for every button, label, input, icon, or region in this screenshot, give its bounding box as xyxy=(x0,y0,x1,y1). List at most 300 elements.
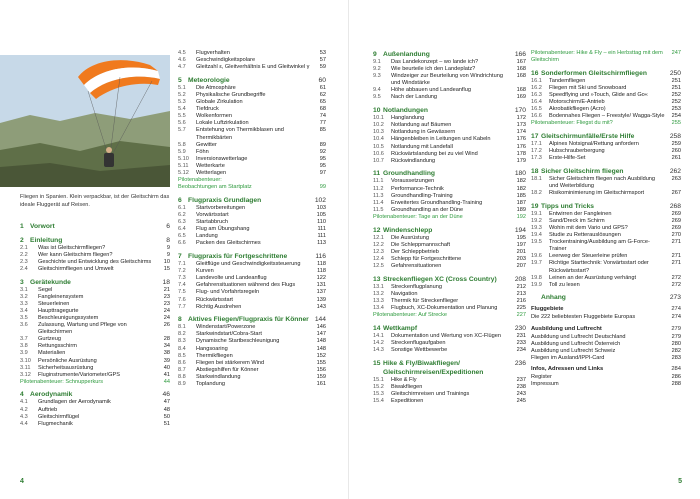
toc-title: Flug- und Vorfahrtsregeln xyxy=(196,289,260,296)
toc-page-number: 92 xyxy=(319,148,326,155)
toc-page-number: 152 xyxy=(316,352,326,359)
toc-entry xyxy=(373,115,526,122)
toc-entry xyxy=(531,148,681,155)
toc-number: 10.4 xyxy=(373,136,384,143)
toc-entry xyxy=(20,245,170,252)
toc-page-number: 97 xyxy=(319,170,326,176)
toc-number: 19.8 xyxy=(531,274,542,281)
toc-entry xyxy=(531,239,681,253)
toc-number: 5.4 xyxy=(178,106,186,113)
toc-number: 2.3 xyxy=(20,258,28,265)
toc-number: 6.1 xyxy=(178,204,186,211)
toc-entry xyxy=(178,113,326,120)
toc-title: Meteorologie xyxy=(188,76,230,84)
toc-entry xyxy=(20,358,170,365)
toc-number: 19.2 xyxy=(531,217,542,224)
toc-entry xyxy=(178,289,326,296)
toc-number: 8.7 xyxy=(178,366,186,373)
toc-number: 18 xyxy=(531,167,539,175)
toc-entry xyxy=(20,294,170,301)
toc-title: Impressum xyxy=(531,380,559,387)
toc-page-number: 179 xyxy=(516,157,526,164)
toc-chapter xyxy=(531,167,681,176)
toc-appendix-heading xyxy=(531,305,681,314)
toc-number: 19.4 xyxy=(531,232,542,239)
toc-title: Infos, Adressen und Links xyxy=(531,365,604,372)
toc-page-number: 180 xyxy=(514,170,526,178)
page-number-right: 5 xyxy=(678,478,682,485)
toc-title: Aktives Fliegen/Flugpraxis für Könner xyxy=(188,316,309,324)
toc-page-number: 208 xyxy=(514,275,526,283)
toc-title: Haupttragegurte xyxy=(38,307,79,314)
toc-title: Sonderformen Gleitschirmfliegen xyxy=(541,69,647,77)
toc-title: Thermikfliegen xyxy=(196,352,233,359)
toc-number: 14.1 xyxy=(373,332,384,339)
toc-page-number: 26 xyxy=(163,322,170,329)
toc-number: 3 xyxy=(20,278,24,286)
toc-number: 17.2 xyxy=(531,148,542,155)
toc-title: Inversionswetterlage xyxy=(196,155,248,162)
toc-title: Sand/Dreck im Schirm xyxy=(549,217,605,224)
toc-page-number: 194 xyxy=(514,226,526,234)
toc-entry xyxy=(373,263,526,270)
toc-entry xyxy=(20,287,170,294)
toc-title: Gleitzahl ε, Gleitverhältnis E und Gleitwinkel γ xyxy=(196,64,310,71)
toc-title: Entwirren der Fangleinen xyxy=(549,210,612,217)
toc-page-number: 60 xyxy=(318,76,326,84)
toc-entry xyxy=(531,155,681,162)
toc-title: Toll zu lesen xyxy=(549,281,580,288)
toc-number: 4.2 xyxy=(20,406,28,413)
toc-entry xyxy=(373,200,526,207)
toc-number: 9.2 xyxy=(373,66,381,73)
toc-number: 7.5 xyxy=(178,289,186,296)
toc-entry xyxy=(373,398,526,405)
toc-page-number: 225 xyxy=(516,304,526,311)
toc-title: Akrobatikfliegen (Acro) xyxy=(549,106,606,113)
toc-entry xyxy=(373,377,526,384)
toc-title: Gleitschirmreisen und Trainings xyxy=(391,390,470,397)
toc-title: Erste-Hilfe-Set xyxy=(549,155,586,162)
toc-page-number: 197 xyxy=(516,241,526,248)
toc-title: Packen des Gleitschirmes xyxy=(196,240,261,247)
toc-title: Gewitter xyxy=(196,141,217,148)
toc-entry xyxy=(531,334,681,341)
toc-number: 2 xyxy=(20,236,24,244)
toc-number: 13.4 xyxy=(373,304,384,311)
toc-number: 16.4 xyxy=(531,99,542,106)
toc-title: Landung xyxy=(196,233,218,240)
toc-page-number: 40 xyxy=(163,364,170,371)
toc-title: Notlandung in Gewässern xyxy=(391,129,456,136)
toc-chapter xyxy=(373,169,526,178)
toc-page-number: 170 xyxy=(514,107,526,115)
toc-chapter xyxy=(178,196,326,205)
toc-entry xyxy=(20,301,170,308)
toc-entry xyxy=(178,156,326,163)
toc-pilot-adventure xyxy=(20,379,170,386)
toc-entry xyxy=(178,149,326,156)
toc-page-number: 44 xyxy=(163,378,170,385)
toc-page-number: 155 xyxy=(316,359,326,366)
toc-page-number: 39 xyxy=(163,357,170,364)
toc-number: 4.5 xyxy=(178,50,186,56)
toc-title: Kurven xyxy=(196,268,214,275)
toc-entry xyxy=(531,218,681,225)
toc-chapter xyxy=(531,132,681,141)
toc-entry xyxy=(373,193,526,200)
toc-entry xyxy=(531,260,681,274)
toc-title: Gerätekunde xyxy=(30,278,71,286)
toc-entry xyxy=(373,347,526,354)
toc-title: Sicher Gleitschirm fliegen xyxy=(541,167,624,175)
toc-entry xyxy=(20,308,170,315)
toc-entry xyxy=(531,106,681,113)
toc-page-number: 263 xyxy=(671,175,681,182)
toc-title: Flugmechanik xyxy=(38,420,73,427)
toc-page-number: 21 xyxy=(163,286,170,293)
toc-page-number: 174 xyxy=(516,129,526,136)
toc-entry xyxy=(373,256,526,263)
toc-page-number: 272 xyxy=(671,274,681,281)
toc-number: 5.5 xyxy=(178,113,186,120)
toc-number: 12.5 xyxy=(373,262,384,269)
toc-title: Gefahrensituationen während des Flugs xyxy=(196,282,296,289)
toc-title: Sicherheitsausrüstung xyxy=(38,364,94,371)
toc-title: Flugpraxis Grundlagen xyxy=(188,196,262,204)
toc-page-number: 168 xyxy=(516,87,526,94)
toc-title: Hanglandung xyxy=(391,115,425,122)
toc-number: 7.6 xyxy=(178,296,186,303)
toc-title: Geschichte und Entwicklung des Gleitschirms xyxy=(38,258,152,265)
toc-page-number: 95 xyxy=(319,155,326,162)
toc-number: 11.4 xyxy=(373,199,384,206)
toc-entry xyxy=(373,242,526,249)
toc-page-number: 6 xyxy=(166,223,170,230)
toc-title: Höhe abbauen und Landeanflug xyxy=(391,87,471,94)
toc-title: Aerodynamik xyxy=(30,391,73,399)
toc-entry xyxy=(531,113,681,120)
toc-title: Tiefdruck xyxy=(196,106,219,113)
toc-chapter xyxy=(178,315,326,324)
toc-number: 10.6 xyxy=(373,150,384,157)
toc-title: Richtige Starttechnik: Vorwärtsstart oder Rückwärtsstart? xyxy=(549,260,649,274)
toc-page-number: 131 xyxy=(316,282,326,289)
toc-title: Streckenflugaufgaben xyxy=(391,339,446,346)
toc-title: Auftrieb xyxy=(38,406,58,413)
toc-entry xyxy=(20,343,170,350)
toc-page-number: 85 xyxy=(319,127,326,134)
toc-entry xyxy=(178,85,326,92)
toc-entry xyxy=(531,232,681,239)
toc-title: Pilotenabenteuer: xyxy=(178,177,222,184)
toc-number: 14.3 xyxy=(373,346,384,353)
toc-title: Rückwärtslandung bei zu viel Wind xyxy=(391,150,478,157)
toc-entry xyxy=(373,186,526,193)
toc-page-number: 116 xyxy=(315,253,326,261)
toc-page-number: 159 xyxy=(316,373,326,380)
toc-number: 8.5 xyxy=(178,352,186,359)
toc-page-number: 283 xyxy=(671,354,681,361)
toc-title: Tipps und Tricks xyxy=(541,202,595,210)
toc-title: Streckenflugplanung xyxy=(391,283,443,290)
toc-number: 9.4 xyxy=(373,87,381,94)
toc-number: 10.3 xyxy=(373,129,384,136)
toc-page-number: 68 xyxy=(319,106,326,113)
toc-page-number: 137 xyxy=(316,289,326,296)
toc-entry xyxy=(178,212,326,219)
toc-entry xyxy=(373,284,526,291)
toc-page-number: 259 xyxy=(671,141,681,148)
toc-page-number: 176 xyxy=(516,143,526,150)
toc-entry xyxy=(178,268,326,275)
toc-chapter xyxy=(531,202,681,211)
toc-page-number: 254 xyxy=(671,113,681,120)
toc-number: 11.1 xyxy=(373,178,384,185)
toc-entry xyxy=(531,92,681,99)
toc-page-number: 203 xyxy=(516,255,526,262)
toc-number: 7.7 xyxy=(178,303,186,310)
toc-entry xyxy=(531,176,681,190)
toc-page-number: 245 xyxy=(516,397,526,404)
toc-number: 3.2 xyxy=(20,293,28,300)
toc-title: Persönliche Ausrüstung xyxy=(38,357,97,364)
toc-page-number: 270 xyxy=(671,232,681,239)
toc-entry xyxy=(178,360,326,367)
toc-page-number: 178 xyxy=(516,150,526,157)
toc-page-number: 53 xyxy=(319,50,326,56)
toc-number: 17 xyxy=(531,133,539,141)
toc-page-number: 95 xyxy=(319,162,326,169)
toc-entry xyxy=(373,144,526,151)
toc-number: 5.8 xyxy=(178,141,186,148)
toc-page-number: 102 xyxy=(314,196,326,204)
toc-number: 11 xyxy=(373,170,381,178)
toc-number: 5.1 xyxy=(178,84,186,91)
toc-appendix-heading xyxy=(531,325,681,334)
toc-title: Geschwindigkeitspolare xyxy=(196,57,256,64)
toc-chapter xyxy=(373,226,526,235)
toc-entry xyxy=(178,374,326,381)
toc-title: Rettungsschirm xyxy=(38,343,77,350)
toc-title: Die 222 beliebtesten Fluggebiete Europas xyxy=(531,314,636,321)
toc-number: 16.5 xyxy=(531,106,542,113)
toc-entry xyxy=(178,57,326,64)
toc-number: 15 xyxy=(373,359,381,367)
toc-page-number: 243 xyxy=(516,390,526,397)
toc-number: 17.1 xyxy=(531,141,542,148)
toc-page-number: 51 xyxy=(163,420,170,427)
toc-page-number: 139 xyxy=(316,296,326,303)
toc-page-number: 187 xyxy=(516,199,526,206)
toc-chapter xyxy=(373,359,526,377)
toc-chapter xyxy=(531,293,681,302)
toc-entry xyxy=(531,225,681,232)
toc-title: Expeditionen xyxy=(391,397,424,404)
toc-page-number: 286 xyxy=(671,373,681,380)
toc-number: 4.6 xyxy=(178,57,186,64)
toc-entry xyxy=(531,99,681,106)
toc-page-number: 250 xyxy=(669,69,681,77)
toc-title: Steuerleinen xyxy=(38,300,70,307)
toc-page-number: 46 xyxy=(162,391,170,399)
toc-title: Das Landekonzept – wo lande ich? xyxy=(391,59,479,65)
toc-title: Wolkenformen xyxy=(196,113,232,120)
toc-title: Flug am Übungshang xyxy=(196,226,250,233)
toc-title: Trockentraining/Ausbildung am G-Force-Trainer xyxy=(549,239,650,253)
toc-entry xyxy=(178,297,326,304)
toc-title: Globale Zirkulation xyxy=(196,99,243,106)
toc-page-number: 118 xyxy=(317,261,326,268)
toc-entry xyxy=(373,136,526,143)
toc-entry xyxy=(178,205,326,212)
toc-title: Thermik für Streckenflieger xyxy=(391,297,459,304)
toc-number: 3.1 xyxy=(20,286,28,293)
toc-entry xyxy=(373,291,526,298)
toc-number: 7.2 xyxy=(178,268,186,275)
toc-pilot-adventure xyxy=(531,120,681,127)
toc-title: Materialien xyxy=(38,350,66,357)
toc-title: Motorschirm/E-Antrieb xyxy=(549,99,605,106)
toc-entry xyxy=(20,252,170,259)
toc-chapter xyxy=(20,390,170,399)
toc-entry xyxy=(531,348,681,355)
toc-page-number: 168 xyxy=(516,73,526,80)
toc-number: 16 xyxy=(531,69,539,77)
toc-page-number: 213 xyxy=(516,290,526,297)
toc-entry xyxy=(373,340,526,347)
toc-entry xyxy=(20,365,170,372)
toc-page-number: 182 xyxy=(516,185,526,192)
toc-number: 5.7 xyxy=(178,127,186,134)
toc-page-number: 253 xyxy=(671,106,681,113)
toc-entry xyxy=(178,275,326,282)
toc-page-number: 166 xyxy=(514,51,526,58)
toc-number: 5.3 xyxy=(178,99,186,106)
toc-title: Grundlagen der Aerodynamik xyxy=(38,399,111,406)
toc-entry xyxy=(531,314,681,321)
toc-page-number: 252 xyxy=(671,91,681,98)
toc-entry xyxy=(178,233,326,240)
toc-title: Toplandung xyxy=(196,381,225,388)
toc-number: 13 xyxy=(373,275,381,283)
toc-page-number: 62 xyxy=(319,91,326,98)
toc-title: Hängenbleiben in Leitungen und Kabeln xyxy=(391,136,491,143)
toc-title: Nach der Landung xyxy=(391,94,438,101)
toc-title: Anhang xyxy=(541,294,566,302)
toc-chapter xyxy=(373,324,526,333)
toc-page-number: 230 xyxy=(514,324,526,332)
toc-title: Die Ausrüstung xyxy=(391,234,429,241)
toc-title: Voraussetzungen xyxy=(391,178,435,185)
toc-page-number: 111 xyxy=(317,233,326,240)
toc-page-number: 236 xyxy=(514,359,526,367)
toc-title: Der Schleppbetrieb xyxy=(391,248,439,255)
toc-number: 6 xyxy=(178,196,182,204)
toc-page-number: 274 xyxy=(671,314,681,321)
toc-chapter xyxy=(20,236,170,245)
toc-title: Notlandung auf Bäumen xyxy=(391,122,452,129)
toc-title: Leinen an der Ausrüstung verhängt xyxy=(549,274,637,281)
toc-title: Ausbildung und Luftrecht Schweiz xyxy=(531,347,616,354)
toc-pilot-adventure xyxy=(373,214,526,221)
toc-title: Erweitertes Groundhandling-Training xyxy=(391,199,483,206)
toc-title: Fluggebiete xyxy=(531,306,564,313)
toc-number: 5.6 xyxy=(178,120,186,127)
toc-page-number: 172 xyxy=(516,115,526,122)
toc-title: Beschleunigungssystem xyxy=(38,314,99,321)
toc-title: Notlandung mit Landefall xyxy=(391,143,453,150)
toc-page-number: 146 xyxy=(316,324,326,331)
toc-title: Navigation xyxy=(391,290,418,297)
toc-number: 5.9 xyxy=(178,148,186,155)
toc-number: 12.1 xyxy=(373,234,384,241)
toc-title: Die Atmosphäre xyxy=(196,84,236,91)
toc-page-number: 273 xyxy=(669,294,681,302)
toc-number: 13.1 xyxy=(373,283,384,290)
toc-page-number: 167 xyxy=(516,59,526,65)
toc-page-number: 279 xyxy=(671,325,681,332)
toc-entry xyxy=(178,226,326,233)
toc-number: 16.2 xyxy=(531,84,542,91)
toc-page-number: 113 xyxy=(317,240,326,247)
toc-page-number: 271 xyxy=(671,253,681,260)
toc-entry xyxy=(20,266,170,273)
toc-chapter xyxy=(531,69,681,78)
toc-title: Segel xyxy=(38,286,53,293)
toc-number: 10.5 xyxy=(373,143,384,150)
toc-title: Leerweg der Steuerleine prüfen xyxy=(549,253,628,260)
toc-title: Flugbuch, XC-Dokumentation und Planung xyxy=(391,304,498,311)
toc-chapter xyxy=(178,252,326,261)
toc-number: 12.2 xyxy=(373,241,384,248)
toc-page-number: 185 xyxy=(516,192,526,199)
toc-entry xyxy=(178,50,326,57)
toc-title: Hubschrauberbergung xyxy=(549,148,605,155)
toc-number: 3.7 xyxy=(20,336,28,343)
toc-number: 19.1 xyxy=(531,210,542,217)
toc-title: Pilotenabenteuer: Fliegst du mit? xyxy=(531,120,613,127)
toc-number: 12.4 xyxy=(373,255,384,262)
toc-number: 16.3 xyxy=(531,91,542,98)
toc-column-4 xyxy=(531,50,681,388)
toc-number: 3.12 xyxy=(20,371,31,378)
toc-chapter xyxy=(373,275,526,284)
toc-number: 5.10 xyxy=(178,155,189,162)
toc-title: Vorwärtsstart xyxy=(196,211,229,218)
toc-number: 5.11 xyxy=(178,162,189,169)
toc-number: 7.3 xyxy=(178,275,186,282)
toc-number: 16.1 xyxy=(531,77,542,84)
toc-entry xyxy=(178,120,326,127)
toc-column-1 xyxy=(20,222,170,428)
toc-page-number: 65 xyxy=(319,99,326,106)
toc-page-number: 252 xyxy=(671,99,681,106)
toc-page-number: 122 xyxy=(316,275,326,282)
toc-title: Pilotenabenteuer: Tage an der Düne xyxy=(373,213,463,220)
toc-entry xyxy=(178,338,326,345)
toc-number: 7.1 xyxy=(178,261,186,268)
toc-number: 19.9 xyxy=(531,281,542,288)
toc-title: Fliegen im Ausland/IPPI-Card xyxy=(531,354,605,361)
toc-entry xyxy=(373,66,526,73)
toc-title: Landevolte und Landeanflug xyxy=(196,275,267,282)
toc-entry xyxy=(373,129,526,136)
toc-entry xyxy=(373,235,526,242)
toc-entry xyxy=(20,336,170,343)
toc-entry xyxy=(531,190,681,197)
toc-title: Gleitschirmunfälle/Erste Hilfe xyxy=(541,133,635,141)
